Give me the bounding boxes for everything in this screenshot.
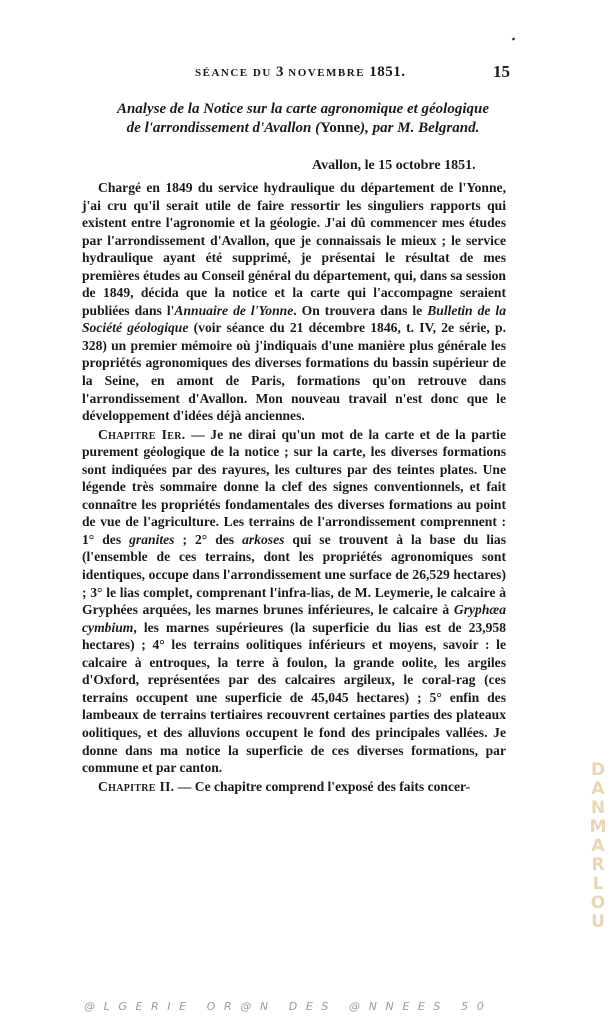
term-gryphaea: Gryphæa cymbium [82,602,506,635]
paragraph-chapter-1 [82,426,506,777]
intro-text-c: (voir séance du 21 décembre 1846, t. IV, 2e série, p. 328) un premier mémoire où j'indiquais d'une manière plus générale les propriétés agronomiques des diverses formations du bassin supérieur de la Seine, en amont de Paris, formations qu'on retrouve dans l'arrondissement d'Avallon. Mon nouveau travail n'est donc que le développement d'idées déjà anciennes. [82,320,507,424]
page-number: 15 [493,62,510,81]
title-line-2 [96,119,510,138]
ink-speck [512,37,516,40]
term-granites: granites [129,531,175,547]
paragraph-chapter-2 [82,778,506,796]
article-title [96,100,510,138]
running-head-year: 1851. [369,64,406,80]
annuaire-reference: Annuaire de l'Yonne [174,302,294,318]
chapter-1-label: Chapitre Ier. [98,426,186,442]
side-watermark: DANMARLOU [588,760,608,931]
term-arkoses: arkoses [242,531,285,547]
running-head-seance: SÉANCE DU [195,67,272,79]
intro-text-a: Chargé en 1849 du service hydraulique du département de l'Yonne, j'ai cru qu'il serait utile de faire ressortir les singuliers rapports qui existent entre l'agronomie et la géologie. J'ai dû commencer mes études par l'arrondissement d'Avallon, que je connaissais le mieux ; le service hydraulique ayant été supprimé, je présentai le résultat de mes premières études au Conseil général du département, qui, dans sa session de 1849, décida que la notice et la carte qui l'accompagne seraient publiées dans l' [82,180,506,318]
chapter-1-text-a: — Je ne dirai qu'un mot de la carte et de la partie purement géologique de la notice ; sur la carte, les diverses formations sont indiquées par des rayures, les cultures par des teintes plates. Une légende très sommaire donne la clef des signes conventionnels, et fait connaître les propriétés fondamentales des diverses formations au point de vue de l'agriculture. Les terrains de l'arrondissement comprennent : 1° des [82,426,506,547]
chapter-1-text-c: qui se trouvent à la base du lias (l'ensemble de ces terrains, dont les propriétés agronomiques sont identiques, occupe dans l'arrondissement une surface de 26,529 hectares) ; 3° le lias complet, comprenant l'infra-lias, de M. Leymerie, le calcaire à Gryphées arquées, les marnes brunes inférieures, le calcaire à [82,531,506,618]
paragraph-intro [82,179,506,425]
title-line-2-end: ), par M. Belgrand. [360,120,480,136]
article-body [82,179,506,795]
dateline: Avallon, le 15 octobre 1851. [312,158,476,173]
running-head-day: 3 [276,64,285,80]
title-line-2-start: de l'arrondissement d'Avallon ( [126,120,321,136]
running-head-month: NOVEMBRE [288,67,366,79]
title-yonne: Yonne [320,120,361,136]
chapter-1-text-b: ; 2° des [174,531,243,547]
bulletin-reference: Bulletin de la Société géologique [82,302,507,336]
page-header [100,62,510,86]
running-head [195,64,406,81]
footer-watermark: @LGERIE OR@N DES @NNEES 50 [84,1000,493,1013]
chapter-1-text-d: , les marnes supérieures (la superficie du lias est de 23,958 hectares) ; 4° les terrains oolitiques inférieurs et moyens, savoir : le calcaire à entroques, la terre à foulon, la grande oolite, les argiles d'Oxford, représentées par des calcaires argileux, le coral-rag (ces terrains occupent une superficie de 45,045 hectares) ; 5° enfin des lambeaux de terrains tertiaires recouvrent certaines parties des plateaux oolitiques, et des alluvions occupent le fond des principales vallées. Je donne dans ma notice la superficie de ces diverses formations, par commune et par canton. [82,619,506,776]
intro-text-b: . On trouvera dans le [293,302,428,318]
chapter-2-label: Chapitre II. [98,778,175,794]
chapter-2-text: — Ce chapitre comprend l'exposé des faits concer- [174,778,471,794]
title-line-1: Analyse de la Notice sur la carte agronomique et géologique [116,101,490,117]
